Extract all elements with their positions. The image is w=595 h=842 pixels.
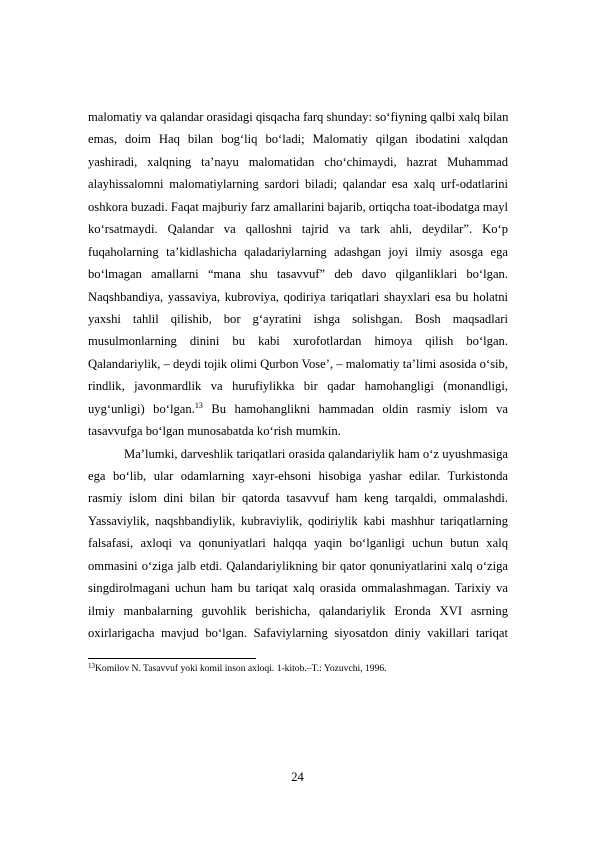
footnote-divider xyxy=(88,658,256,659)
footnote-number: 13 xyxy=(88,662,95,670)
text-line: Qalandariylik, – deydi tojik olimi Qurbon Vose’, – malomatiy ta’limi asosida o‘sib, xyxy=(88,356,508,371)
body-text xyxy=(88,106,508,645)
text-line: alayhissalomni malomatiylarning sardori biladi; qalandar esa xalq urf-odatlarini xyxy=(88,177,508,192)
footnote-text: Komilov N. Tasavvuf yoki komil inson axloqi. 1-kitob.–T.: Yozuvchi, 1996. xyxy=(95,663,387,674)
text-line: oshkora buzadi. Faqat majburiy farz amallarini bajarib, ortiqcha toat-ibodatga mayl xyxy=(88,199,508,214)
text-line: Naqshbandiya, yassaviya, kubroviya, qodiriya tariqatlari shayxlari esa bu holatni xyxy=(88,289,508,304)
text-line: tasavvufga bo‘lgan munosabatda ko‘rish mumkin. xyxy=(88,424,341,439)
text-line: ommasini o‘ziga jalb etdi. Qalandariylikning bir qator qonuniyatlarini xalq o‘ziga xyxy=(88,558,508,573)
text-line: bo‘lmagan amallarni “mana shu tasavvuf” deb davo qilganliklari bo‘lgan. xyxy=(88,267,508,282)
text-segment: uyg‘unligi) bo‘lgan. xyxy=(88,401,195,416)
page-number: 24 xyxy=(291,770,304,784)
text-line: fuqaholarning ta’kidlashicha qaladariylarning adashgan joyi ilmiy asosga ega xyxy=(88,244,508,259)
paragraph-first-line: Ma’lumki, darveshlik tariqatlari orasida qalandariylik ham o‘z uyushmasiga xyxy=(124,446,508,461)
text-line: musulmonlarning dinini bu kabi xurofotlardan himoya qilish bo‘lgan. xyxy=(88,334,508,349)
text-line: yaxshi tahlil qilishib, bor g‘ayratini ishga solishgan. Bosh maqsadlari xyxy=(88,311,508,326)
text-line: rasmiy islom dini bilan bir qatorda tasavvuf ham keng tarqaldi, ommalashdi. xyxy=(88,491,508,506)
footnote xyxy=(88,662,508,676)
footnote-reference[interactable]: 13 xyxy=(194,400,203,410)
text-line: yashiradi, xalqning ta’nayu malomatidan cho‘chimaydi, hazrat Muhammad xyxy=(88,154,508,169)
text-line: ega bo‘lib, ular odamlarning xayr-ehsoni hisobiga yashar edilar. Turkistonda xyxy=(88,469,508,483)
text-segment: Bu hamohanglikni hammadan oldin rasmiy islom va xyxy=(202,401,508,416)
text-line-with-footnote xyxy=(88,398,508,420)
text-line: falsafasi, axloqi va qonuniyatlari halqqa yaqin bo‘lganligi uchun butun xalq xyxy=(88,536,508,551)
text-line: oxirlarigacha mavjud bo‘lgan. Safaviylarning siyosatdon diniy vakillari tariqat xyxy=(88,626,508,641)
text-line: rindlik, javonmardlik va hurufiylikka bir qadar hamohangligi (monandligi, xyxy=(88,379,508,394)
text-line: singdirolmagani uchun ham bu tariqat xalq orasida ommalashmagan. Tarixiy va xyxy=(88,581,508,596)
text-line: ilmiy manbalarning guvohlik berishicha, qalandariylik Eronda XVI asrning xyxy=(88,603,508,618)
text-line: emas, doim Haq bilan bog‘liq bo‘ladi; Malomatiy qilgan ibodatini xalqdan xyxy=(88,132,508,147)
text-line: malomatiy va qalandar orasidagi qisqacha farq shunday: so‘fiyning qalbi xalq bilan xyxy=(88,110,509,124)
text-line: Yassaviylik, naqshbandiylik, kubraviylik, qodiriylik kabi mashhur tariqatlarning xyxy=(88,513,508,528)
text-line: ko‘rsatmaydi. Qalandar va qalloshni tajrid va tark ahli, deydilar”. Ko‘p xyxy=(88,222,508,237)
